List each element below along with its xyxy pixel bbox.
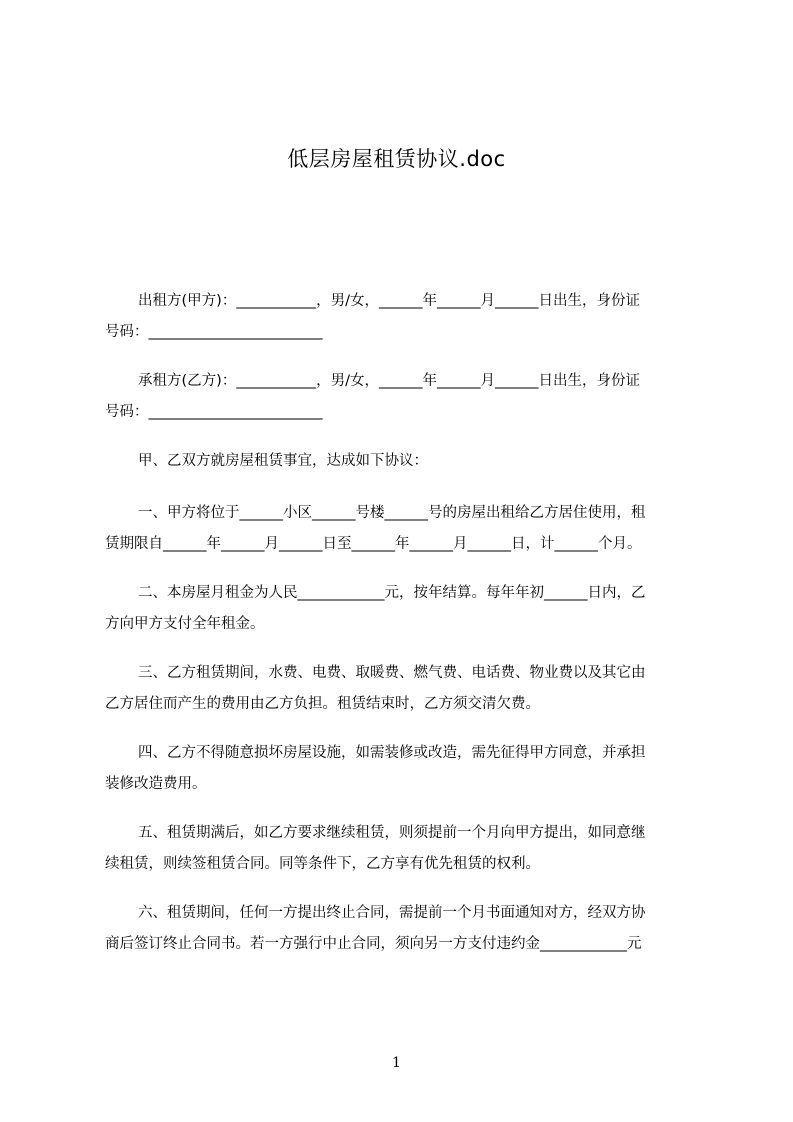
page-number: 1 [392,1055,401,1071]
paragraph-line: 六、租赁期间，任何一方提出终止合同，需提前一个月书面通知对方，经双方协 [138,905,646,921]
paragraph-line: 续租赁，则续签租赁合同。同等条件下，乙方享有优先租赁的权利。 [105,856,540,872]
paragraph-line: 承租方(乙方)：___________，男/女，______年______月______日出生，身份证 [138,373,640,389]
paragraph-line: 号码：________________________ [105,404,323,420]
paragraph-line: 一、甲方将位于______小区______号楼______号的房屋出租给乙方居住使用，租 [138,505,646,521]
paragraph-intro [105,446,705,477]
paragraph-clause-4 [105,738,705,800]
document-title: 低层房屋租赁协议.doc [287,147,506,171]
paragraph-line: 甲、乙双方就房屋租赁事宜，达成如下协议： [138,453,428,469]
paragraph-lessor [105,286,705,348]
paragraph-line: 装修改造费用。 [105,776,207,792]
paragraph-line: 三、乙方租赁期间，水费、电费、取暖费、燃气费、电话费、物业费以及其它由 [138,665,646,681]
paragraph-line: 四、乙方不得随意损坏房屋设施，如需装修或改造，需先征得甲方同意，并承担 [138,745,646,761]
paragraph-lessee [105,366,705,428]
paragraph-line: 商后签订终止合同书。若一方强行中止合同，须向另一方支付违约金____________元 [105,936,642,952]
paragraph-line: 出租方(甲方)：___________，男/女，______年______月______日出生，身份证 [138,293,640,309]
paragraph-line: 五、租赁期满后，如乙方要求继续租赁，则须提前一个月向甲方提出，如同意继 [138,825,646,841]
paragraph-clause-2 [105,578,705,640]
paragraph-clause-3 [105,658,705,720]
paragraph-line: 号码：________________________ [105,324,323,340]
paragraph-line: 二、本房屋月租金为人民____________元，按年结算。每年年初______日内，乙 [138,585,646,601]
paragraph-line: 乙方居住而产生的费用由乙方负担。租赁结束时，乙方须交清欠费。 [105,696,540,712]
paragraph-clause-1 [105,498,705,560]
paragraph-line: 方向甲方支付全年租金。 [105,616,265,632]
paragraph-clause-6 [105,898,705,960]
paragraph-clause-5 [105,818,705,880]
paragraph-line: 赁期限自______年______月______日至______年______月______日，计______个月。 [105,536,642,552]
